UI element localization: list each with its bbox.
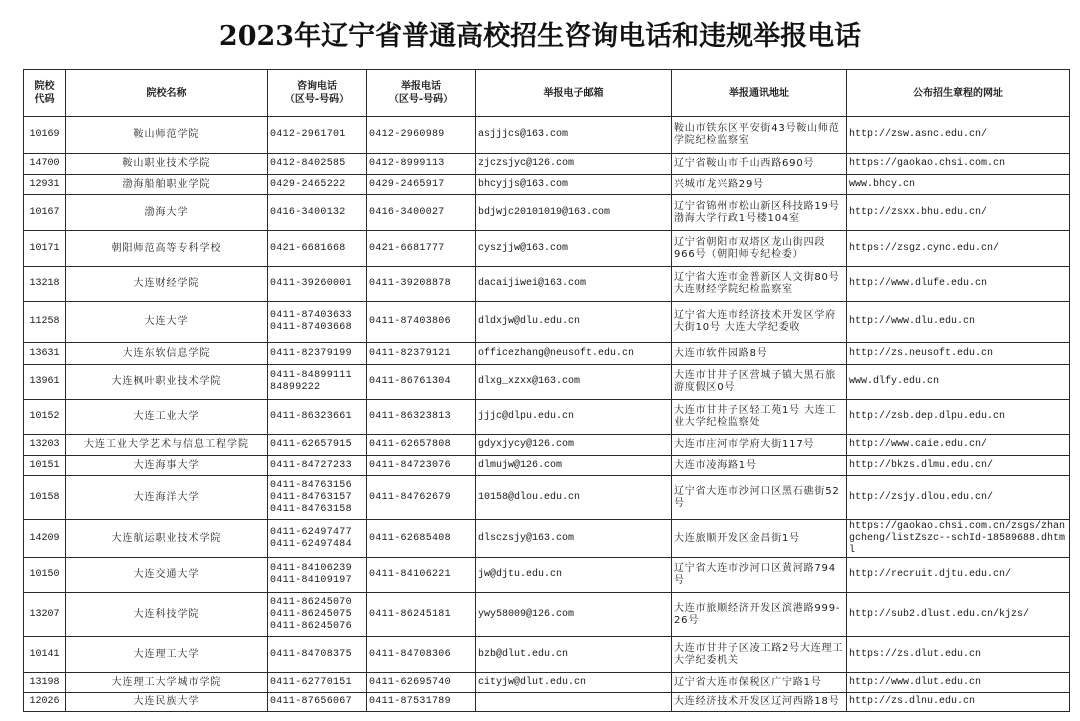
school-name: 大连海洋大学 bbox=[66, 476, 268, 520]
report-email: zjczsjyc@126.com bbox=[476, 154, 672, 175]
consult-phone bbox=[268, 231, 367, 267]
school-code: 12931 bbox=[24, 175, 66, 195]
report-address: 大连市甘井子区轻工苑1号 大连工业大学纪检监察处 bbox=[672, 400, 847, 435]
school-code: 10141 bbox=[24, 637, 66, 673]
header-report-email: 举报电子邮箱 bbox=[476, 70, 672, 117]
table-row bbox=[24, 343, 1070, 365]
school-code: 13207 bbox=[24, 593, 66, 637]
consult-phone-number: 0411-62497484 bbox=[270, 538, 352, 550]
consult-phone-number: 0411-86245075 bbox=[270, 608, 352, 620]
report-address: 大连市凌海路1号 bbox=[672, 456, 847, 476]
consult-phone-number: 0411-84899111 bbox=[270, 370, 352, 381]
table-row bbox=[24, 476, 1070, 520]
header-report-address: 举报通讯地址 bbox=[672, 70, 847, 117]
school-code: 13198 bbox=[24, 673, 66, 693]
school-name: 大连理工大学 bbox=[66, 637, 268, 673]
school-name: 渤海大学 bbox=[66, 195, 268, 231]
report-email: dlxg_xzxx@163.com bbox=[476, 365, 672, 400]
report-phone: 0411-84708306 bbox=[367, 637, 476, 673]
report-phone: 0421-6681777 bbox=[367, 231, 476, 267]
consult-phone bbox=[268, 154, 367, 175]
report-phone: 0411-87403806 bbox=[367, 302, 476, 343]
charter-url: https://gaokao.chsi.com.cn/zsgs/zhangcheng/listZszc--schId-18589688.dhtml bbox=[847, 520, 1070, 558]
report-phone: 0416-3400027 bbox=[367, 195, 476, 231]
consult-phone-number: 0411-84763157 bbox=[270, 491, 352, 503]
report-address: 辽宁省大连市保税区广宁路1号 bbox=[672, 673, 847, 693]
school-name: 大连海事大学 bbox=[66, 456, 268, 476]
charter-url: http://zsb.dep.dlpu.edu.cn bbox=[847, 400, 1070, 435]
report-address: 兴城市龙兴路29号 bbox=[672, 175, 847, 195]
school-name: 大连工业大学艺术与信息工程学院 bbox=[66, 435, 268, 456]
report-phone: 0411-62695740 bbox=[367, 673, 476, 693]
school-name: 大连民族大学 bbox=[66, 693, 268, 712]
consult-phone-number: 0411-86323661 bbox=[270, 411, 352, 422]
school-name: 渤海船舶职业学院 bbox=[66, 175, 268, 195]
consult-phone-number: 0412-2961701 bbox=[270, 129, 346, 140]
table-row bbox=[24, 195, 1070, 231]
report-address: 辽宁省大连市沙河口区黑石礁街52号 bbox=[672, 476, 847, 520]
report-phone: 0411-86323813 bbox=[367, 400, 476, 435]
school-name: 大连大学 bbox=[66, 302, 268, 343]
header-row bbox=[24, 70, 1070, 117]
consult-phone-number: 0411-62770151 bbox=[270, 676, 352, 688]
report-email: bdjwjc20101019@163.com bbox=[476, 195, 672, 231]
table-row bbox=[24, 637, 1070, 673]
consult-phone-number: 0411-86245076 bbox=[270, 620, 352, 632]
school-code: 13203 bbox=[24, 435, 66, 456]
report-email: jjjc@dlpu.edu.cn bbox=[476, 400, 672, 435]
report-address: 鞍山市铁东区平安街43号鞍山师范学院纪检监察室 bbox=[672, 117, 847, 154]
table-row bbox=[24, 456, 1070, 476]
consult-phone bbox=[268, 435, 367, 456]
report-email: cityjw@dlut.edu.cn bbox=[476, 673, 672, 693]
consult-phone bbox=[268, 693, 367, 712]
consult-phone bbox=[268, 520, 367, 558]
consult-phone bbox=[268, 175, 367, 195]
school-code: 10169 bbox=[24, 117, 66, 154]
school-name: 大连工业大学 bbox=[66, 400, 268, 435]
report-email: asjjjcs@163.com bbox=[476, 117, 672, 154]
consult-phone-number: 0411-39260001 bbox=[270, 278, 352, 289]
charter-url: http://zsxx.bhu.edu.cn/ bbox=[847, 195, 1070, 231]
report-phone: 0411-62685408 bbox=[367, 520, 476, 558]
report-phone: 0411-86761304 bbox=[367, 365, 476, 400]
table-row bbox=[24, 673, 1070, 693]
report-email bbox=[476, 693, 672, 712]
school-name: 鞍山职业技术学院 bbox=[66, 154, 268, 175]
header-charter-url: 公布招生章程的网址 bbox=[847, 70, 1070, 117]
report-email: dacaijiwei@163.com bbox=[476, 267, 672, 302]
consult-phone bbox=[268, 343, 367, 365]
school-name: 大连理工大学城市学院 bbox=[66, 673, 268, 693]
school-name: 大连枫叶职业技术学院 bbox=[66, 365, 268, 400]
consult-phone bbox=[268, 195, 367, 231]
report-email: jw@djtu.edu.cn bbox=[476, 558, 672, 593]
school-code: 10171 bbox=[24, 231, 66, 267]
charter-url: http://zsw.asnc.edu.cn/ bbox=[847, 117, 1070, 154]
consult-phone-number: 0421-6681668 bbox=[270, 242, 346, 254]
school-name: 大连航运职业技术学院 bbox=[66, 520, 268, 558]
consult-phone bbox=[268, 400, 367, 435]
report-address: 辽宁省大连市沙河口区黄河路794号 bbox=[672, 558, 847, 593]
table-row bbox=[24, 435, 1070, 456]
report-address: 大连经济技术开发区辽河西路18号 bbox=[672, 693, 847, 712]
school-code: 13631 bbox=[24, 343, 66, 365]
header-code: 院校 代码 bbox=[24, 70, 66, 117]
table-row bbox=[24, 267, 1070, 302]
consult-phone-number: 84899222 bbox=[270, 382, 321, 393]
school-code: 14209 bbox=[24, 520, 66, 558]
table-row bbox=[24, 593, 1070, 637]
consult-phone-number: 0411-86245070 bbox=[270, 596, 352, 608]
consult-phone bbox=[268, 476, 367, 520]
school-code: 10167 bbox=[24, 195, 66, 231]
school-code: 10158 bbox=[24, 476, 66, 520]
page-title: 2023年辽宁省普通高校招生咨询电话和违规举报电话 bbox=[218, 21, 862, 52]
consult-phone bbox=[268, 673, 367, 693]
report-address: 辽宁省鞍山市千山西路690号 bbox=[672, 154, 847, 175]
table-row bbox=[24, 365, 1070, 400]
table-row bbox=[24, 117, 1070, 154]
school-code: 10151 bbox=[24, 456, 66, 476]
school-code: 10150 bbox=[24, 558, 66, 593]
report-email: ywy58009@126.com bbox=[476, 593, 672, 637]
header-consult-phone: 咨询电话 （区号-号码） bbox=[268, 70, 367, 117]
report-address: 辽宁省朝阳市双塔区龙山街四段966号（朝阳师专纪检委） bbox=[672, 231, 847, 267]
charter-url: www.dlfy.edu.cn bbox=[847, 365, 1070, 400]
table-row bbox=[24, 520, 1070, 558]
report-email: officezhang@neusoft.edu.cn bbox=[476, 343, 672, 365]
report-phone: 0411-84106221 bbox=[367, 558, 476, 593]
charter-url: https://gaokao.chsi.com.cn bbox=[847, 154, 1070, 175]
charter-url: http://zs.dlnu.edu.cn bbox=[847, 693, 1070, 712]
consult-phone bbox=[268, 365, 367, 400]
school-code: 13961 bbox=[24, 365, 66, 400]
consult-phone-number: 0411-84106239 bbox=[270, 563, 352, 574]
table-row bbox=[24, 693, 1070, 712]
charter-url: https://zsgz.cync.edu.cn/ bbox=[847, 231, 1070, 267]
charter-url: http://www.dlu.edu.cn bbox=[847, 302, 1070, 343]
report-address: 大连市旅顺经济开发区滨港路999-26号 bbox=[672, 593, 847, 637]
consult-phone-number: 0411-84109197 bbox=[270, 575, 352, 586]
admissions-contact-table bbox=[23, 69, 1070, 712]
charter-url: www.bhcy.cn bbox=[847, 175, 1070, 195]
charter-url: http://zsjy.dlou.edu.cn/ bbox=[847, 476, 1070, 520]
charter-url: https://zs.dlut.edu.cn bbox=[847, 637, 1070, 673]
report-phone: 0411-62657808 bbox=[367, 435, 476, 456]
report-phone: 0411-82379121 bbox=[367, 343, 476, 365]
report-phone: 0411-39208878 bbox=[367, 267, 476, 302]
report-email: dlsczsjy@163.com bbox=[476, 520, 672, 558]
consult-phone-number: 0411-87403633 bbox=[270, 310, 352, 321]
school-code: 14700 bbox=[24, 154, 66, 175]
consult-phone bbox=[268, 267, 367, 302]
consult-phone bbox=[268, 637, 367, 673]
report-address: 大连旅顺开发区金昌街1号 bbox=[672, 520, 847, 558]
charter-url: http://zs.neusoft.edu.cn bbox=[847, 343, 1070, 365]
report-address: 大连市庄河市学府大街117号 bbox=[672, 435, 847, 456]
report-address: 辽宁省锦州市松山新区科技路19号渤海大学行政1号楼104室 bbox=[672, 195, 847, 231]
school-code: 11258 bbox=[24, 302, 66, 343]
report-email: bzb@dlut.edu.cn bbox=[476, 637, 672, 673]
consult-phone-number: 0411-84763158 bbox=[270, 503, 352, 515]
school-code: 10152 bbox=[24, 400, 66, 435]
school-code: 13218 bbox=[24, 267, 66, 302]
school-name: 朝阳师范高等专科学校 bbox=[66, 231, 268, 267]
report-email: cyszjjw@163.com bbox=[476, 231, 672, 267]
consult-phone bbox=[268, 593, 367, 637]
school-name: 大连东软信息学院 bbox=[66, 343, 268, 365]
report-phone: 0412-2960989 bbox=[367, 117, 476, 154]
table-row bbox=[24, 558, 1070, 593]
consult-phone-number: 0411-82379199 bbox=[270, 347, 352, 359]
consult-phone-number: 0411-87656067 bbox=[270, 696, 352, 707]
school-name: 大连交通大学 bbox=[66, 558, 268, 593]
report-address: 大连市甘井子区营城子镇大黑石旅游度假区0号 bbox=[672, 365, 847, 400]
report-address: 大连市甘井子区凌工路2号大连理工大学纪委机关 bbox=[672, 637, 847, 673]
report-email: gdyxjycy@126.com bbox=[476, 435, 672, 456]
charter-url: http://bkzs.dlmu.edu.cn/ bbox=[847, 456, 1070, 476]
header-report-phone: 举报电话 （区号-号码） bbox=[367, 70, 476, 117]
consult-phone-number: 0412-8402585 bbox=[270, 158, 346, 169]
consult-phone bbox=[268, 558, 367, 593]
consult-phone bbox=[268, 302, 367, 343]
consult-phone-number: 0411-84727233 bbox=[270, 459, 352, 471]
report-phone: 0411-86245181 bbox=[367, 593, 476, 637]
report-address: 辽宁省大连市金普新区人文街80号大连财经学院纪检监察室 bbox=[672, 267, 847, 302]
charter-url: http://sub2.dlust.edu.cn/kjzs/ bbox=[847, 593, 1070, 637]
consult-phone-number: 0411-84763156 bbox=[270, 479, 352, 491]
report-phone: 0411-87531789 bbox=[367, 693, 476, 712]
report-phone: 0429-2465917 bbox=[367, 175, 476, 195]
header-name: 院校名称 bbox=[66, 70, 268, 117]
table-row bbox=[24, 231, 1070, 267]
report-phone: 0411-84723076 bbox=[367, 456, 476, 476]
consult-phone-number: 0411-62657915 bbox=[270, 439, 352, 450]
school-name: 大连科技学院 bbox=[66, 593, 268, 637]
report-phone: 0411-84762679 bbox=[367, 476, 476, 520]
table-row bbox=[24, 154, 1070, 175]
charter-url: http://www.dlufe.edu.cn bbox=[847, 267, 1070, 302]
charter-url: http://recruit.djtu.edu.cn/ bbox=[847, 558, 1070, 593]
report-email: bhcyjjs@163.com bbox=[476, 175, 672, 195]
report-email: dlmujw@126.com bbox=[476, 456, 672, 476]
report-address: 大连市软件园路8号 bbox=[672, 343, 847, 365]
consult-phone-number: 0411-84708375 bbox=[270, 648, 352, 660]
report-address: 辽宁省大连市经济技术开发区学府大街10号 大连大学纪委收 bbox=[672, 302, 847, 343]
consult-phone-number: 0411-87403668 bbox=[270, 322, 352, 333]
table-row bbox=[24, 400, 1070, 435]
consult-phone-number: 0429-2465222 bbox=[270, 178, 346, 190]
table-row bbox=[24, 302, 1070, 343]
report-email: dldxjw@dlu.edu.cn bbox=[476, 302, 672, 343]
report-email: 10158@dlou.edu.cn bbox=[476, 476, 672, 520]
table-row bbox=[24, 175, 1070, 195]
consult-phone bbox=[268, 456, 367, 476]
consult-phone-number: 0411-62497477 bbox=[270, 526, 352, 538]
school-name: 鞍山师范学院 bbox=[66, 117, 268, 154]
consult-phone-number: 0416-3400132 bbox=[270, 206, 346, 218]
charter-url: http://www.dlut.edu.cn bbox=[847, 673, 1070, 693]
charter-url: http://www.caie.edu.cn/ bbox=[847, 435, 1070, 456]
consult-phone bbox=[268, 117, 367, 154]
report-phone: 0412-8999113 bbox=[367, 154, 476, 175]
school-code: 12026 bbox=[24, 693, 66, 712]
school-name: 大连财经学院 bbox=[66, 267, 268, 302]
